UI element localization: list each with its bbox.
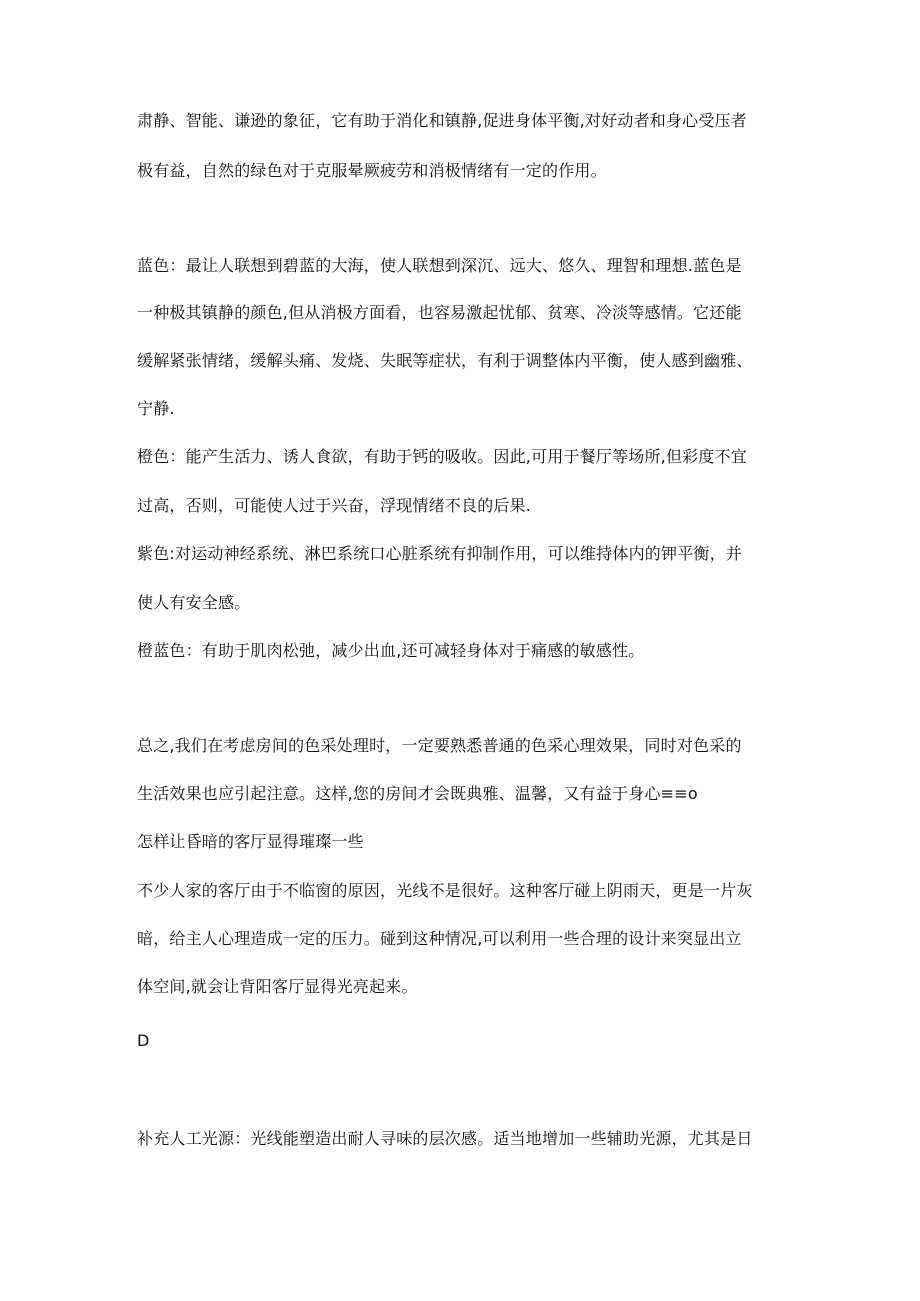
paragraph-line: 缓解紧张情绪，缓解头痛、发烧、失眠等症状，有利于调整体内平衡，使人感到幽雅、 (137, 351, 753, 370)
paragraph-line: 不少人家的客厅由于不临窗的原因，光线不是很好。这种客厅碰上阴雨天，更是一片灰 (137, 881, 753, 900)
paragraph-line: 暗，给主人心理造成一定的压力。碰到这种情况,可以利用一些合理的设计来突显出立 (137, 929, 742, 948)
paragraph-line: 橙色：能产生活力、诱人食欲，有助于钙的吸收。因此,可用于餐厅等场所,但彩度不宜 (137, 447, 747, 466)
paragraph-line: 蓝色：最让人联想到碧蓝的大海，使人联想到深沉、远大、悠久、理智和理想.蓝色是 (137, 256, 742, 275)
paragraph-line: 过高，否则，可能使人过于兴奋，浮现情绪不良的后果. (137, 496, 532, 515)
paragraph-line: 紫色:对运动神经系统、淋巴系统口心脏系统有抑制作用，可以维持体内的钾平衡，并 (137, 544, 742, 563)
paragraph-line: 补充人工光源：光线能塑造出耐人寻味的层次感。适当地增加一些辅助光源，尤其是日 (137, 1129, 753, 1148)
paragraph-line: 体空间,就会让背阳客厅显得光亮起来。 (137, 977, 418, 996)
paragraph-line: 极有益，自然的绿色对于克服晕厥疲劳和消极情绪有一定的作用。 (137, 161, 607, 180)
paragraph-line: 使人有安全感。 (137, 593, 251, 612)
paragraph-line: 生活效果也应引起注意。这样,您的房间才会既典雅、温馨，又有益于身心≡≡o (137, 784, 698, 803)
paragraph-line: 总之,我们在考虑房间的色采处理时，一定要熟悉普通的色采心理效果，同时对色采的 (137, 736, 742, 755)
paragraph-line: 一种极其镇静的颜色,但从消极方面看，也容易激起忧郁、贫寒、冷淡等感情。它还能 (137, 303, 742, 322)
paragraph-line: 橙蓝色：有助于肌肉松弛，减少出血,还可减轻身体对于痛感的敏感性。 (137, 641, 645, 660)
section-heading: 怎样让昏暗的客厅显得璀璨一些 (137, 832, 364, 851)
paragraph-line: D (137, 1031, 150, 1050)
paragraph-line: 宁静. (137, 399, 175, 418)
paragraph-line: 肃静、智能、谦逊的象征，它有助于消化和镇静,促进身体平衡,对好动者和身心受压者 (137, 111, 747, 130)
